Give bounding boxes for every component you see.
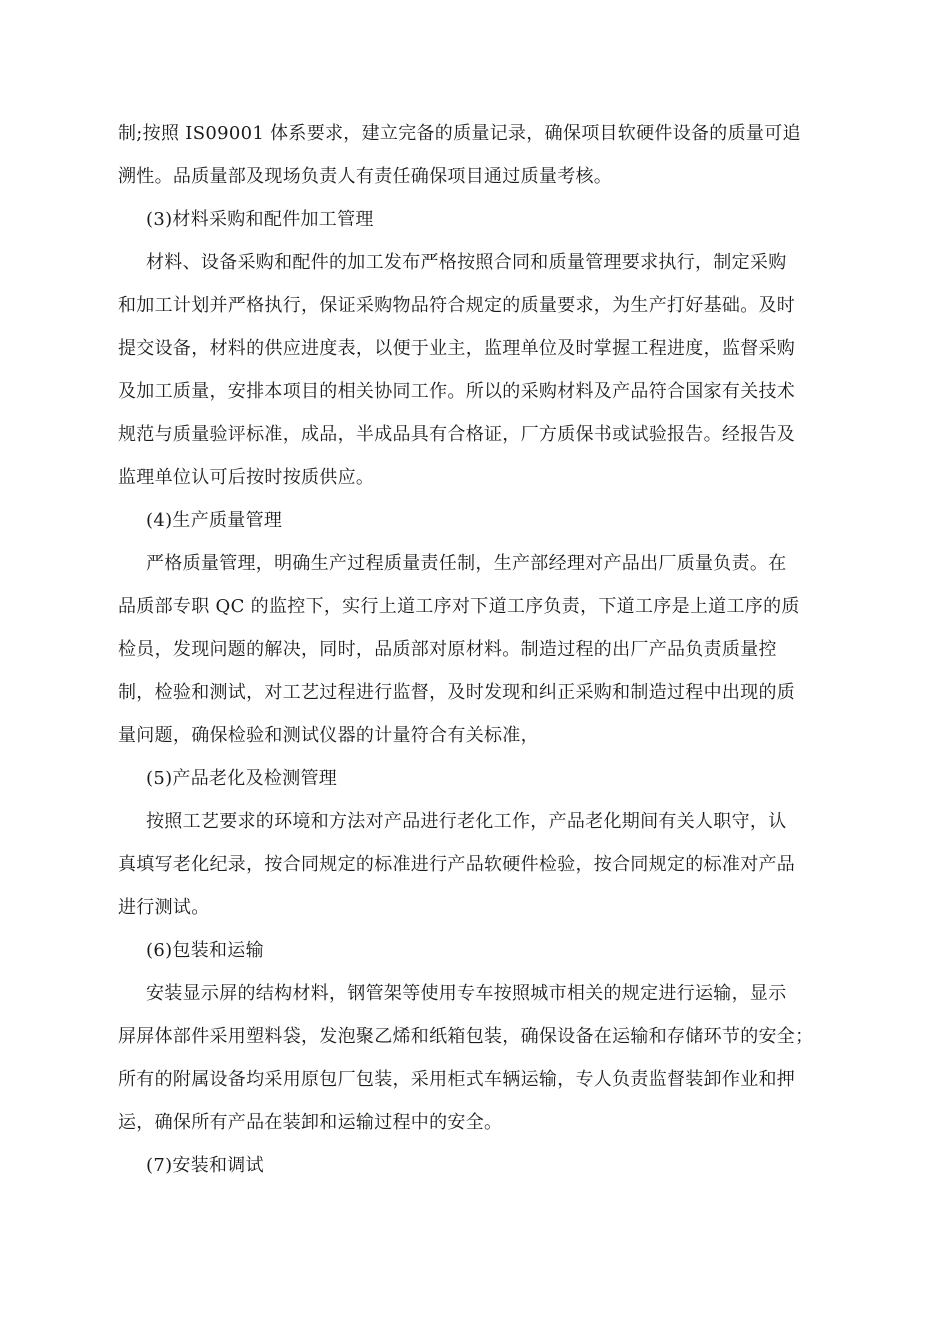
text-line: 制;按照 IS09001 体系要求，建立完备的质量记录，确保项目软硬件设备的质量可追 [118, 123, 801, 144]
text-line: 及加工质量，安排本项目的相关协同工作。所以的采购材料及产品符合国家有关技术 [118, 381, 796, 402]
paragraph-quality-records [118, 112, 834, 198]
paragraph-production-quality [118, 542, 834, 757]
text-line: 严格质量管理，明确生产过程质量责任制，生产部经理对产品出厂质量负责。在 [146, 553, 787, 574]
text-line: 和加工计划并严格执行，保证采购物品符合规定的质量要求，为生产打好基础。及时 [118, 295, 796, 316]
text-line: 品质部专职 QC 的监控下，实行上道工序对下道工序负责，下道工序是上道工序的质 [118, 596, 800, 617]
document-page [118, 112, 834, 1187]
text-line: 进行测试。 [118, 897, 210, 918]
section-heading-production-quality: (4)生产质量管理 [146, 510, 283, 531]
text-line: 安装显示屏的结构材料，钢管架等使用专车按照城市相关的规定进行运输，显示 [146, 983, 787, 1004]
text-line: 按照工艺要求的环境和方法对产品进行老化工作，产品老化期间有关人职守，认 [146, 811, 787, 832]
paragraph-aging-testing [118, 800, 834, 929]
text-line: 所有的附属设备均采用原包厂包装，采用柜式车辆运输，专人负责监督装卸作业和押 [118, 1069, 796, 1090]
text-line: 屏屏体部件采用塑料袋，发泡聚乙烯和纸箱包装，确保设备在运输和存储环节的安全； [118, 1026, 814, 1047]
text-line: 检员，发现问题的解决，同时，品质部对原材料。制造过程的出厂产品负责质量控 [118, 639, 777, 660]
section-heading-installation: (7)安装和调试 [146, 1155, 264, 1176]
text-line: 溯性。品质量部及现场负责人有责任确保项目通过质量考核。 [118, 166, 613, 187]
text-line: 制，检验和测试，对工艺过程进行监督，及时发现和纠正采购和制造过程中出现的质 [118, 682, 796, 703]
text-line: 材料、设备采购和配件的加工发布严格按照合同和质量管理要求执行，制定采购 [146, 252, 787, 273]
text-line: 真填写老化纪录，按合同规定的标准进行产品软硬件检验，按合同规定的标准对产品 [118, 854, 796, 875]
section-heading-packaging-transport: (6)包装和运输 [146, 940, 264, 961]
text-line: 运，确保所有产品在装卸和运输过程中的安全。 [118, 1112, 503, 1133]
text-line: 提交设备，材料的供应进度表，以便于业主，监理单位及时掌握工程进度，监督采购 [118, 338, 796, 359]
paragraph-packaging-transport [118, 972, 834, 1144]
text-line: 规范与质量验评标准，成品，半成品具有合格证，厂方质保书或试验报告。经报告及 [118, 424, 796, 445]
text-line: 监理单位认可后按时按质供应。 [118, 467, 375, 488]
section-heading-aging-testing: (5)产品老化及检测管理 [146, 768, 338, 789]
paragraph-procurement [118, 241, 834, 499]
text-line: 量问题，确保检验和测试仪器的计量符合有关标准， [118, 725, 539, 746]
section-heading-procurement: (3)材料采购和配件加工管理 [146, 209, 374, 230]
